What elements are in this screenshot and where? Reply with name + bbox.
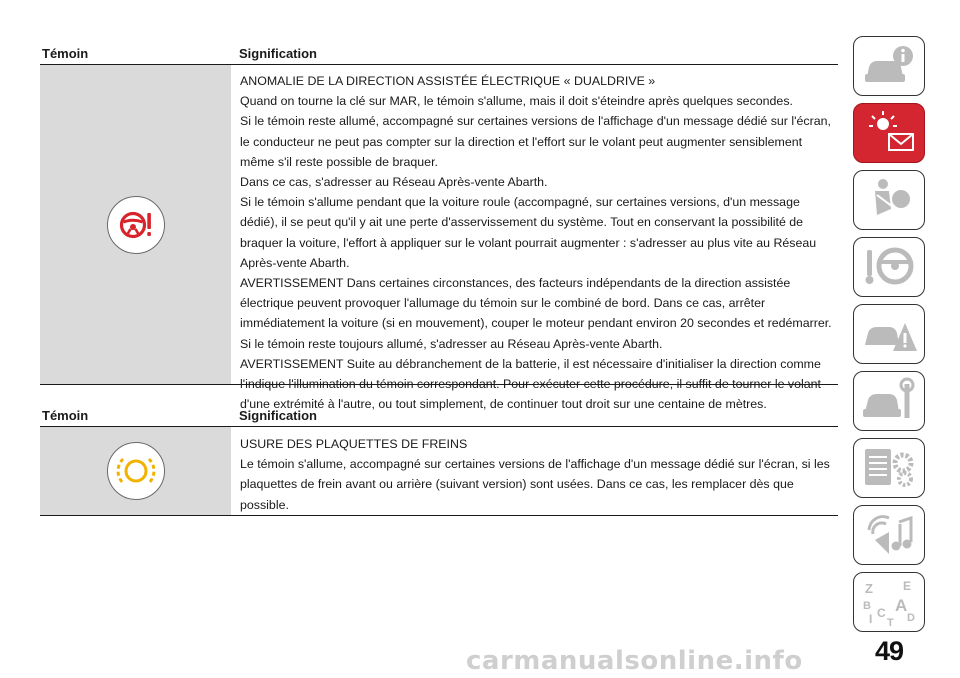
steering-warning-icon (107, 196, 165, 254)
car-info-icon (859, 41, 919, 91)
svg-text:B: B (863, 600, 871, 612)
paragraph: AVERTISSEMENT Suite au débranchement de la batterie, il est nécessaire d'initialiser la direction comme l'indique l'illumination du témoin correspondant. Pour exécuter cette procédure, il suffit de tourner le volant d'une extrémité à l'autre, ou tout simplement, de continuer tout droit sur une centaine de mètres. (240, 356, 821, 412)
warning-table-steering (40, 42, 838, 412)
watermark-text: carmanualsonline.info (466, 646, 803, 676)
tab-warning-lights[interactable] (853, 103, 925, 163)
signification-cell (231, 427, 838, 515)
svg-text:C: C (877, 606, 886, 620)
emergency-icon (859, 309, 919, 359)
header-signification: Signification (239, 408, 317, 423)
svg-text:E: E (903, 579, 912, 593)
tab-emergency[interactable] (853, 304, 925, 364)
brake-pad-wear-icon (107, 442, 165, 500)
svg-text:D: D (907, 612, 915, 624)
safety-airbag-icon (859, 175, 919, 225)
tab-car-info[interactable] (853, 36, 925, 96)
svg-text:Z: Z (865, 581, 873, 596)
svg-text:I: I (869, 612, 873, 626)
chapter-sidebar (853, 36, 927, 639)
header-temoin: Témoin (42, 408, 89, 423)
driving-steering-icon (859, 242, 919, 292)
svg-text:T: T (887, 617, 894, 627)
maintenance-icon (859, 376, 919, 426)
technical-data-icon (859, 443, 919, 493)
tab-index[interactable] (853, 572, 925, 632)
table-row (40, 427, 838, 516)
warning-title: USURE DES PLAQUETTES DE FREINS (240, 437, 468, 451)
header-temoin: Témoin (42, 46, 89, 61)
tab-maintenance[interactable] (853, 371, 925, 431)
warning-lights-icon (859, 108, 919, 158)
warning-table-brakes (40, 404, 838, 516)
signification-cell (231, 65, 838, 412)
multimedia-icon (859, 510, 919, 560)
paragraph: Si le témoin s'allume pendant que la voiture roule (accompagné, sur certaines versions, d'un message dédié), il se peut qu'il y ait une perte d'asservissement du système. Tout en conservant la possibilité de braquer la voiture, l'effort à appliquer sur le volant pourrait augmenter : s'adresser au plus vite au Réseau Après-vente Abarth. (240, 195, 817, 270)
paragraph: AVERTISSEMENT Dans certaines circonstances, des facteurs indépendants de la direction assistée électrique peuvent provoquer l'allumage du témoin sur le combiné de bord. Dans ce cas, arrêter immédiatement la voiture (si en mouvement), couper le moteur pendant environ 20 secondes et redémarrer. Si le témoin reste toujours allumé, s'adresser au Réseau Après-vente Abarth. (240, 276, 832, 351)
tab-multimedia[interactable] (853, 505, 925, 565)
paragraph: Dans ce cas, s'adresser au Réseau Après-vente Abarth. (240, 175, 548, 190)
tab-driving[interactable] (853, 237, 925, 297)
svg-text:A: A (895, 596, 908, 615)
table-header (40, 42, 838, 65)
icon-cell (40, 65, 231, 384)
header-signification: Signification (239, 46, 317, 61)
paragraph: Quand on tourne la clé sur MAR, le témoin s'allume, mais il doit s'éteindre après quelques secondes. (240, 94, 793, 109)
table-row (40, 65, 838, 412)
tab-technical-data[interactable] (853, 438, 925, 498)
paragraph: Le témoin s'allume, accompagné sur certaines versions de l'affichage d'un message dédié sur l'écran, si les plaquettes de frein avant ou arrière (suivant version) sont usées. Dans ce cas, les remplacer dès que possible. (240, 457, 830, 512)
page-number: 49 (874, 636, 904, 666)
table-header (40, 404, 838, 427)
index-icon (859, 577, 919, 627)
paragraph: Si le témoin reste allumé, accompagné sur certaines versions de l'affichage d'un message dédié sur l'écran, le conducteur ne peut pas compter sur la direction et l'effort sur le volant peut augmenter sensiblement même s'il reste possible de braquer. (240, 114, 831, 169)
tab-safety[interactable] (853, 170, 925, 230)
warning-title: ANOMALIE DE LA DIRECTION ASSISTÉE ÉLECTRIQUE « DUALDRIVE » (240, 74, 656, 88)
icon-cell (40, 427, 231, 515)
